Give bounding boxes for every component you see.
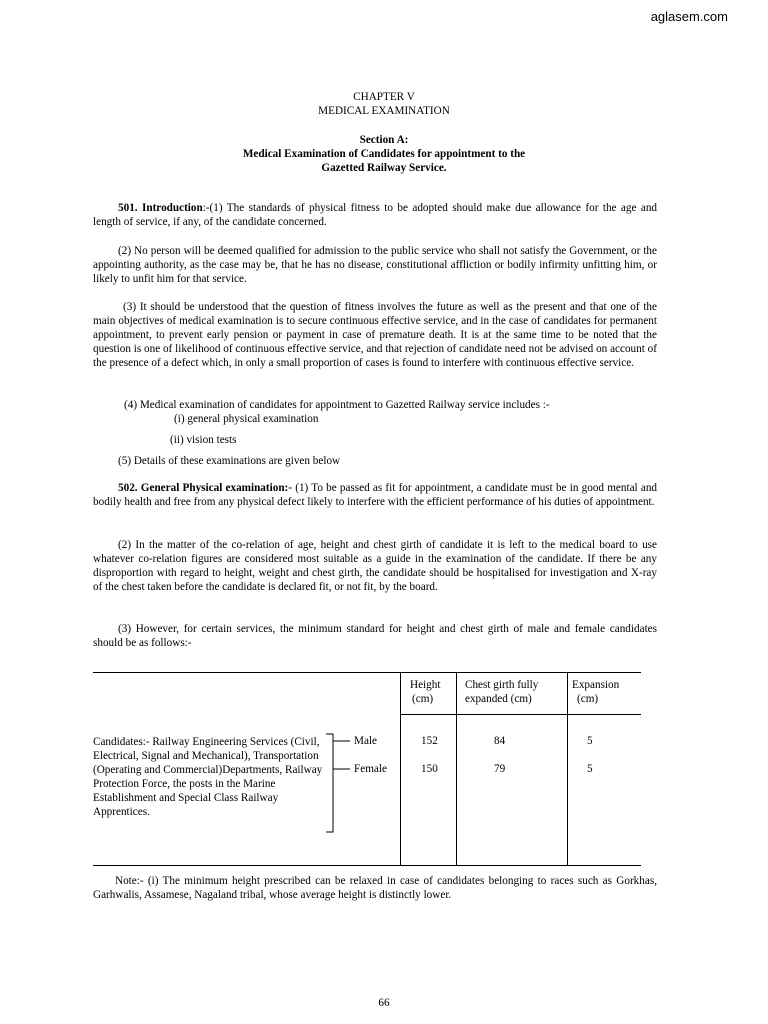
para-number: 501.: [118, 202, 138, 214]
watermark: aglasem.com: [650, 9, 728, 24]
section-title-line-1: Medical Examination of Candidates for appointment to the: [242, 148, 526, 160]
female-chest: 79: [494, 763, 506, 775]
header-expansion-unit: (cm): [577, 693, 599, 705]
header-chest-girth: Chest girth fully: [465, 679, 539, 691]
paragraph-502-1: [93, 481, 657, 509]
table-bottom-rule: [93, 865, 641, 866]
section-label: Section A:: [359, 134, 409, 146]
male-chest: 84: [494, 735, 506, 747]
header-height-unit: (cm): [412, 693, 434, 705]
table-header-rule: [400, 714, 641, 715]
page-number: 66: [378, 997, 390, 1009]
female-expansion: 5: [587, 763, 593, 775]
paragraph-501-2: (2) No person will be deemed qualified for admission to the public service who shall not satisfy the Government, or the appointing authority, as the case may be, that he has no disease, constitutional affliction or bodily infirmity unfitting him, or likely to unfit him for that service.: [93, 245, 657, 285]
male-expansion: 5: [587, 735, 593, 747]
para-heading: General Physical examination:-: [140, 482, 293, 494]
row-label-female: Female: [354, 763, 387, 775]
para-text: :-(1) The standards of physical fitness to be adopted should make due allowance for the age and length of service, if any, of the candidate concerned.: [93, 202, 658, 228]
table-top-rule: [93, 672, 641, 673]
para-number: 502.: [118, 482, 138, 494]
chapter-number: CHAPTER V: [353, 91, 415, 103]
table-column-rule: [400, 672, 401, 865]
paragraph-502-2: (2) In the matter of the co-relation of age, height and chest girth of candidate it is left to the medical board to use whatever co-relation figures are considered most suitable as a guide in the examination of the candidate. If there be any disproportion with regard to height, weight and chest girth, the candidate should be hospitalised for investigation and X-ray of the chest taken before the candidate is declared fit, or not fit, by the board.: [93, 539, 657, 593]
paragraph-501-3: (3) It should be understood that the question of fitness involves the future as well as the present and that one of the main objectives of medical examination is to secure continuous effective service, and in the case of candidates for permanent appointment, to prevent early pension or payment in case of premature death. It is at the same time to be noted that the question is one of likelihood of continuous effective service, and that rejection of candidate need not be advised on account of the presence of a defect which, in only a small proportion of cases is found to interfere with continuous effective service.: [93, 301, 657, 369]
table-column-rule: [456, 672, 457, 865]
candidates-description: Candidates:- Railway Engineering Services (Civil, Electrical, Signal and Mechanical), Transportation (Operating and Commercial)Departments, Railway Protection Force, the posts in the Marine Establishment and Special Class Railway Apprentices.: [93, 736, 323, 818]
female-height: 150: [421, 763, 438, 775]
list-item-general-physical: (i) general physical examination: [174, 413, 319, 425]
list-item-vision-tests: (ii) vision tests: [170, 434, 237, 446]
para-heading: Introduction: [142, 202, 203, 214]
paragraph-501-1: [93, 201, 657, 229]
male-height: 152: [421, 735, 438, 747]
header-chest-girth-unit: expanded (cm): [465, 693, 532, 705]
chapter-title: MEDICAL EXAMINATION: [318, 105, 450, 117]
paragraph-501-5: (5) Details of these examinations are given below: [118, 455, 341, 467]
header-height: Height: [410, 679, 441, 691]
paragraph-502-3: (3) However, for certain services, the minimum standard for height and chest girth of male and female candidates should be as follows:-: [93, 623, 657, 649]
para-text: (1) To be passed as fit for appointment, a candidate must be in good mental and bodily health and free from any physical defect likely to interfere with the efficient performance of his duties of appointment.: [93, 482, 658, 508]
row-label-male: Male: [354, 735, 377, 747]
header-expansion: Expansion: [572, 679, 620, 691]
table-column-rule: [567, 672, 568, 865]
paragraph-501-4: (4) Medical examination of candidates for appointment to Gazetted Railway service includes :-: [124, 399, 550, 411]
table-note: Note:- (i) The minimum height prescribed can be relaxed in case of candidates belonging to races such as Gorkhas, Garhwalis, Assamese, Nagaland tribal, whose average height is distinctly lower.: [93, 875, 657, 901]
section-title-line-2: Gazetted Railway Service.: [321, 162, 447, 174]
